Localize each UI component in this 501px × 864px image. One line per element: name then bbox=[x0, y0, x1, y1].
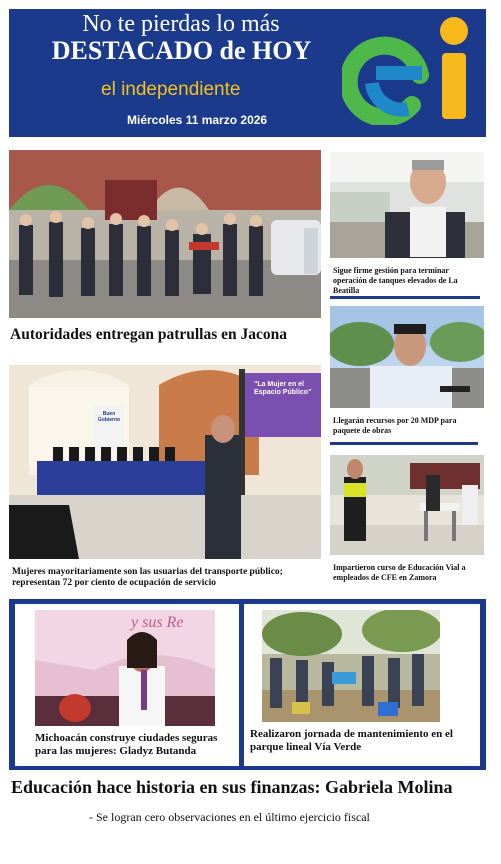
via-verde-caption: Realizaron jornada de mantenimiento en el parque lineal Vía Verde bbox=[250, 728, 453, 753]
featured-card-left[interactable] bbox=[15, 604, 239, 766]
banner-line-1: No te pierdas lo más bbox=[82, 11, 280, 37]
transporte-caption[interactable]: Mujeres mayoritariamente son las usuarias del transporte público; representan 72 por ciento de ocupación de servicio bbox=[12, 567, 283, 588]
brand-name: el independiente bbox=[101, 79, 241, 100]
main-headline[interactable]: Autoridades entregan patrullas en Jacona bbox=[10, 326, 288, 343]
tanques-photo[interactable] bbox=[330, 152, 484, 258]
screen-line-1: "La Mujer en el bbox=[254, 381, 304, 388]
side3-caption[interactable]: Impartieron curso de Educación Vial a empleados de CFE en Zamora bbox=[333, 563, 466, 582]
bottom-subhead: - Se logran cero observaciones en el último ejercicio fiscal bbox=[89, 810, 370, 824]
gladyz-photo bbox=[35, 610, 215, 726]
bottom-headline[interactable]: Educación hace historia en sus finanzas: Gabriela Molina bbox=[11, 777, 453, 797]
gladyz-caption: Michoacán construye ciudades seguras para las mujeres: Gladyz Butanda bbox=[35, 732, 218, 757]
transporte-photo[interactable] bbox=[9, 365, 321, 559]
educacion-vial-photo[interactable] bbox=[330, 455, 484, 555]
via-verde-photo bbox=[262, 610, 440, 722]
screen-line-2: Espacio Público" bbox=[254, 389, 312, 396]
podium-text: Buen Gobierno bbox=[97, 411, 121, 423]
backdrop-text: y sus Re bbox=[131, 614, 184, 631]
side1-caption[interactable]: Sigue firme gestión para terminar operación de tanques elevados de La Beatilla bbox=[333, 266, 458, 295]
banner-line-2: DESTACADO de HOY bbox=[51, 36, 312, 65]
side1-divider bbox=[330, 296, 480, 299]
ei-logo bbox=[342, 13, 482, 125]
featured-card-right[interactable] bbox=[244, 604, 480, 766]
patrullas-photo[interactable] bbox=[9, 150, 321, 318]
issue-date: Miércoles 11 marzo 2026 bbox=[127, 113, 268, 127]
featured-box bbox=[9, 599, 486, 770]
header-banner[interactable] bbox=[9, 9, 486, 137]
side2-caption[interactable]: Llegarán recursos por 20 MDP para paquete de obras bbox=[333, 416, 457, 435]
side2-divider bbox=[330, 442, 478, 445]
recursos-photo[interactable] bbox=[330, 306, 484, 408]
